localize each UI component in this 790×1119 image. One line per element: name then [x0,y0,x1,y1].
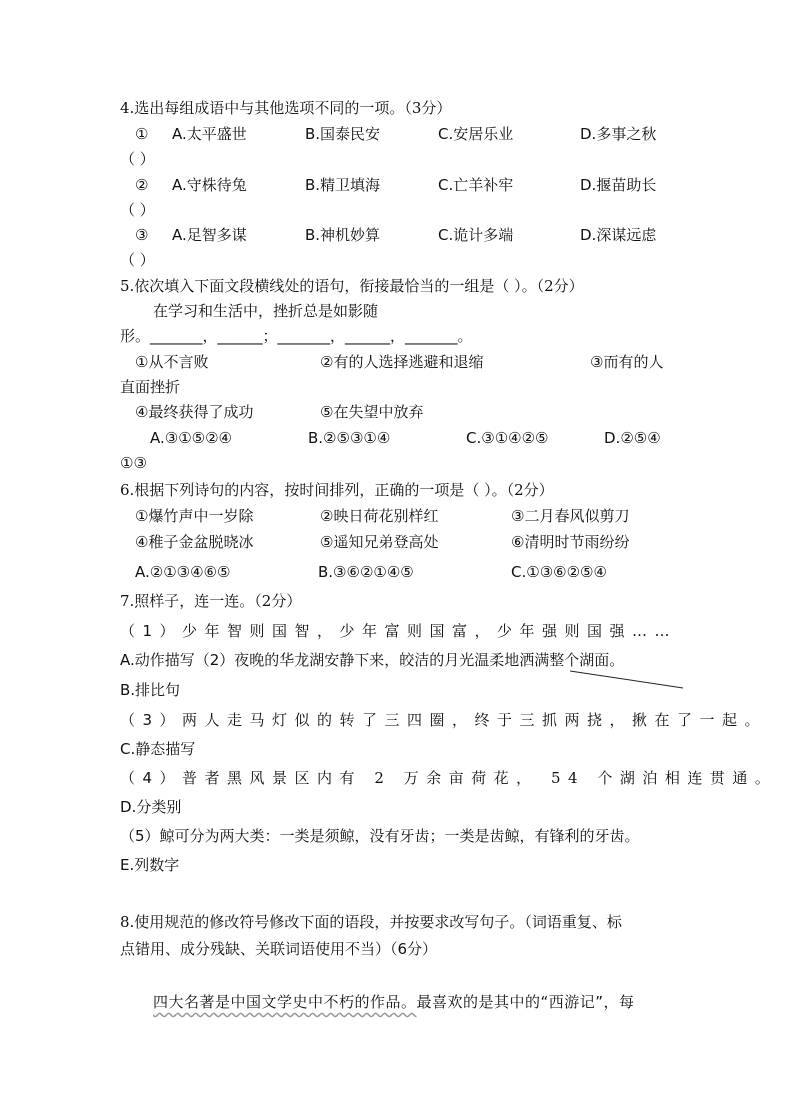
q5-passage-line2: 形。_______，______；_______，______，_______。 [120,327,473,345]
q8-title-line2: 点错用、成分残缺、关联词语使用不当）（6分） [120,940,438,958]
q4-row2-option-a: A.守株待兔 [172,176,247,194]
q8-passage-underlined-sentence: 四大名著是中国文学史中不朽的作品。 [153,993,417,1011]
q6-title: 6.根据下列诗句的内容，按时间排列，正确的一项是（ ）。（2分） [120,481,554,499]
q7-title: 7.照样子，连一连。（2分） [120,592,302,610]
q5-item-3: ③而有的人 [590,353,664,371]
q4-row1-option-d: D.多事之秋 [580,125,657,143]
q6-option-b: B.③⑥②①④⑤ [318,563,414,581]
q7-label-e: E.列数字 [120,856,180,874]
q7-label-d: D.分类别 [120,798,182,816]
q7-sentence-4-number-2: 54 [550,769,586,787]
q7-label-b: B.排比句 [120,681,181,699]
q6-poem-2: ②映日荷花别样红 [320,507,439,525]
q5-item-2: ②有的人选择逃避和退缩 [320,353,484,371]
q4-row1-num: ① [135,125,149,143]
q8-passage [153,992,635,1012]
q5-item-3-continued: 直面挫折 [120,378,181,396]
q6-poem-3: ③二月春风似剪刀 [511,507,630,525]
q8-passage-continuation: 最喜欢的是其中的“西游记”，每 [416,993,635,1011]
q7-sentence-1: （1）少年智则国智，少年富则国富，少年强则国强…… [120,622,678,640]
q4-row1-option-c: C.安居乐业 [438,125,514,143]
q4-row3-option-d: D.深谋远虑 [580,226,657,244]
q7-sentence-3: （3）两人走马灯似的转了三四圈，终于三抓两挠，揪在了一起。 [120,711,768,729]
q6-option-c: C.①③⑥②⑤④ [511,563,607,581]
q7-label-a-and-sentence-2: A.动作描写（2）夜晚的华龙湖安静下来，皎洁的月光温柔地洒满整个湖面。 [120,651,625,669]
q5-item-4: ④最终获得了成功 [135,403,254,421]
q6-poem-4: ④稚子金盆脱晓冰 [135,533,254,551]
q6-poem-5: ⑤遥知兄弟登高处 [320,533,439,551]
q4-row2-option-b: B.精卫填海 [305,176,381,194]
q7-sentence-4-number-1: 2 [374,769,392,787]
q8-title-line1: 8.使用规范的修改符号修改下面的语段，并按要求改写句子。（词语重复、标 [120,913,622,931]
q4-row3-option-b: B.神机妙算 [305,226,381,244]
q4-row3-option-a: A.足智多谋 [172,226,247,244]
q5-option-d: D.②⑤④ [604,429,661,447]
q6-poem-1: ①爆竹声中一岁除 [135,507,254,525]
q7-label-c: C.静态描写 [120,740,196,758]
q5-item-5: ⑤在失望中放弃 [320,403,424,421]
q4-row1-answer-blank: （ ） [120,150,155,168]
q4-title: 4.选出每组成语中与其他选项不同的一项。（3分） [120,99,452,117]
q4-row1-option-b: B.国泰民安 [305,125,381,143]
q6-poem-6: ⑥清明时节雨纷纷 [511,533,630,551]
q4-row3-option-c: C.诡计多端 [438,226,514,244]
q5-option-c: C.③①④②⑤ [466,429,549,447]
q5-option-b: B.②⑤③①④ [308,429,391,447]
q5-option-d-continued: ①③ [120,454,147,472]
q4-row3-answer-blank: （ ） [120,251,155,269]
q7-sentence-5: （5）鲸可分为两大类：一类是须鲸，没有牙齿；一类是齿鲸，有锋利的牙齿。 [120,827,640,845]
q4-row2-option-c: C.亡羊补牢 [438,176,514,194]
q5-passage-line1: 在学习和生活中，挫折总是如影随 [153,302,379,320]
q5-title: 5.依次填入下面文段横线处的语句，衔接最恰当的一组是（ ）。（2分） [120,277,584,295]
q4-row2-num: ② [135,176,149,194]
q4-row2-answer-blank: （ ） [120,201,155,219]
q5-option-a: A.③①⑤②④ [150,429,233,447]
q7-sentence-4-middle: 万余亩荷花， [403,769,539,787]
q4-row3-num: ③ [135,226,149,244]
q6-option-a: A.②①③④⑥⑤ [135,563,231,581]
q5-item-1: ①从不言败 [135,353,209,371]
q7-sentence-4-end: 个湖泊相连贯通。 [597,769,778,787]
q4-row1-option-a: A.太平盛世 [172,125,247,143]
q4-row2-option-d: D.揠苗助长 [580,176,657,194]
q7-sentence-4-start: （4）普者黑风景区内有 [120,769,363,787]
